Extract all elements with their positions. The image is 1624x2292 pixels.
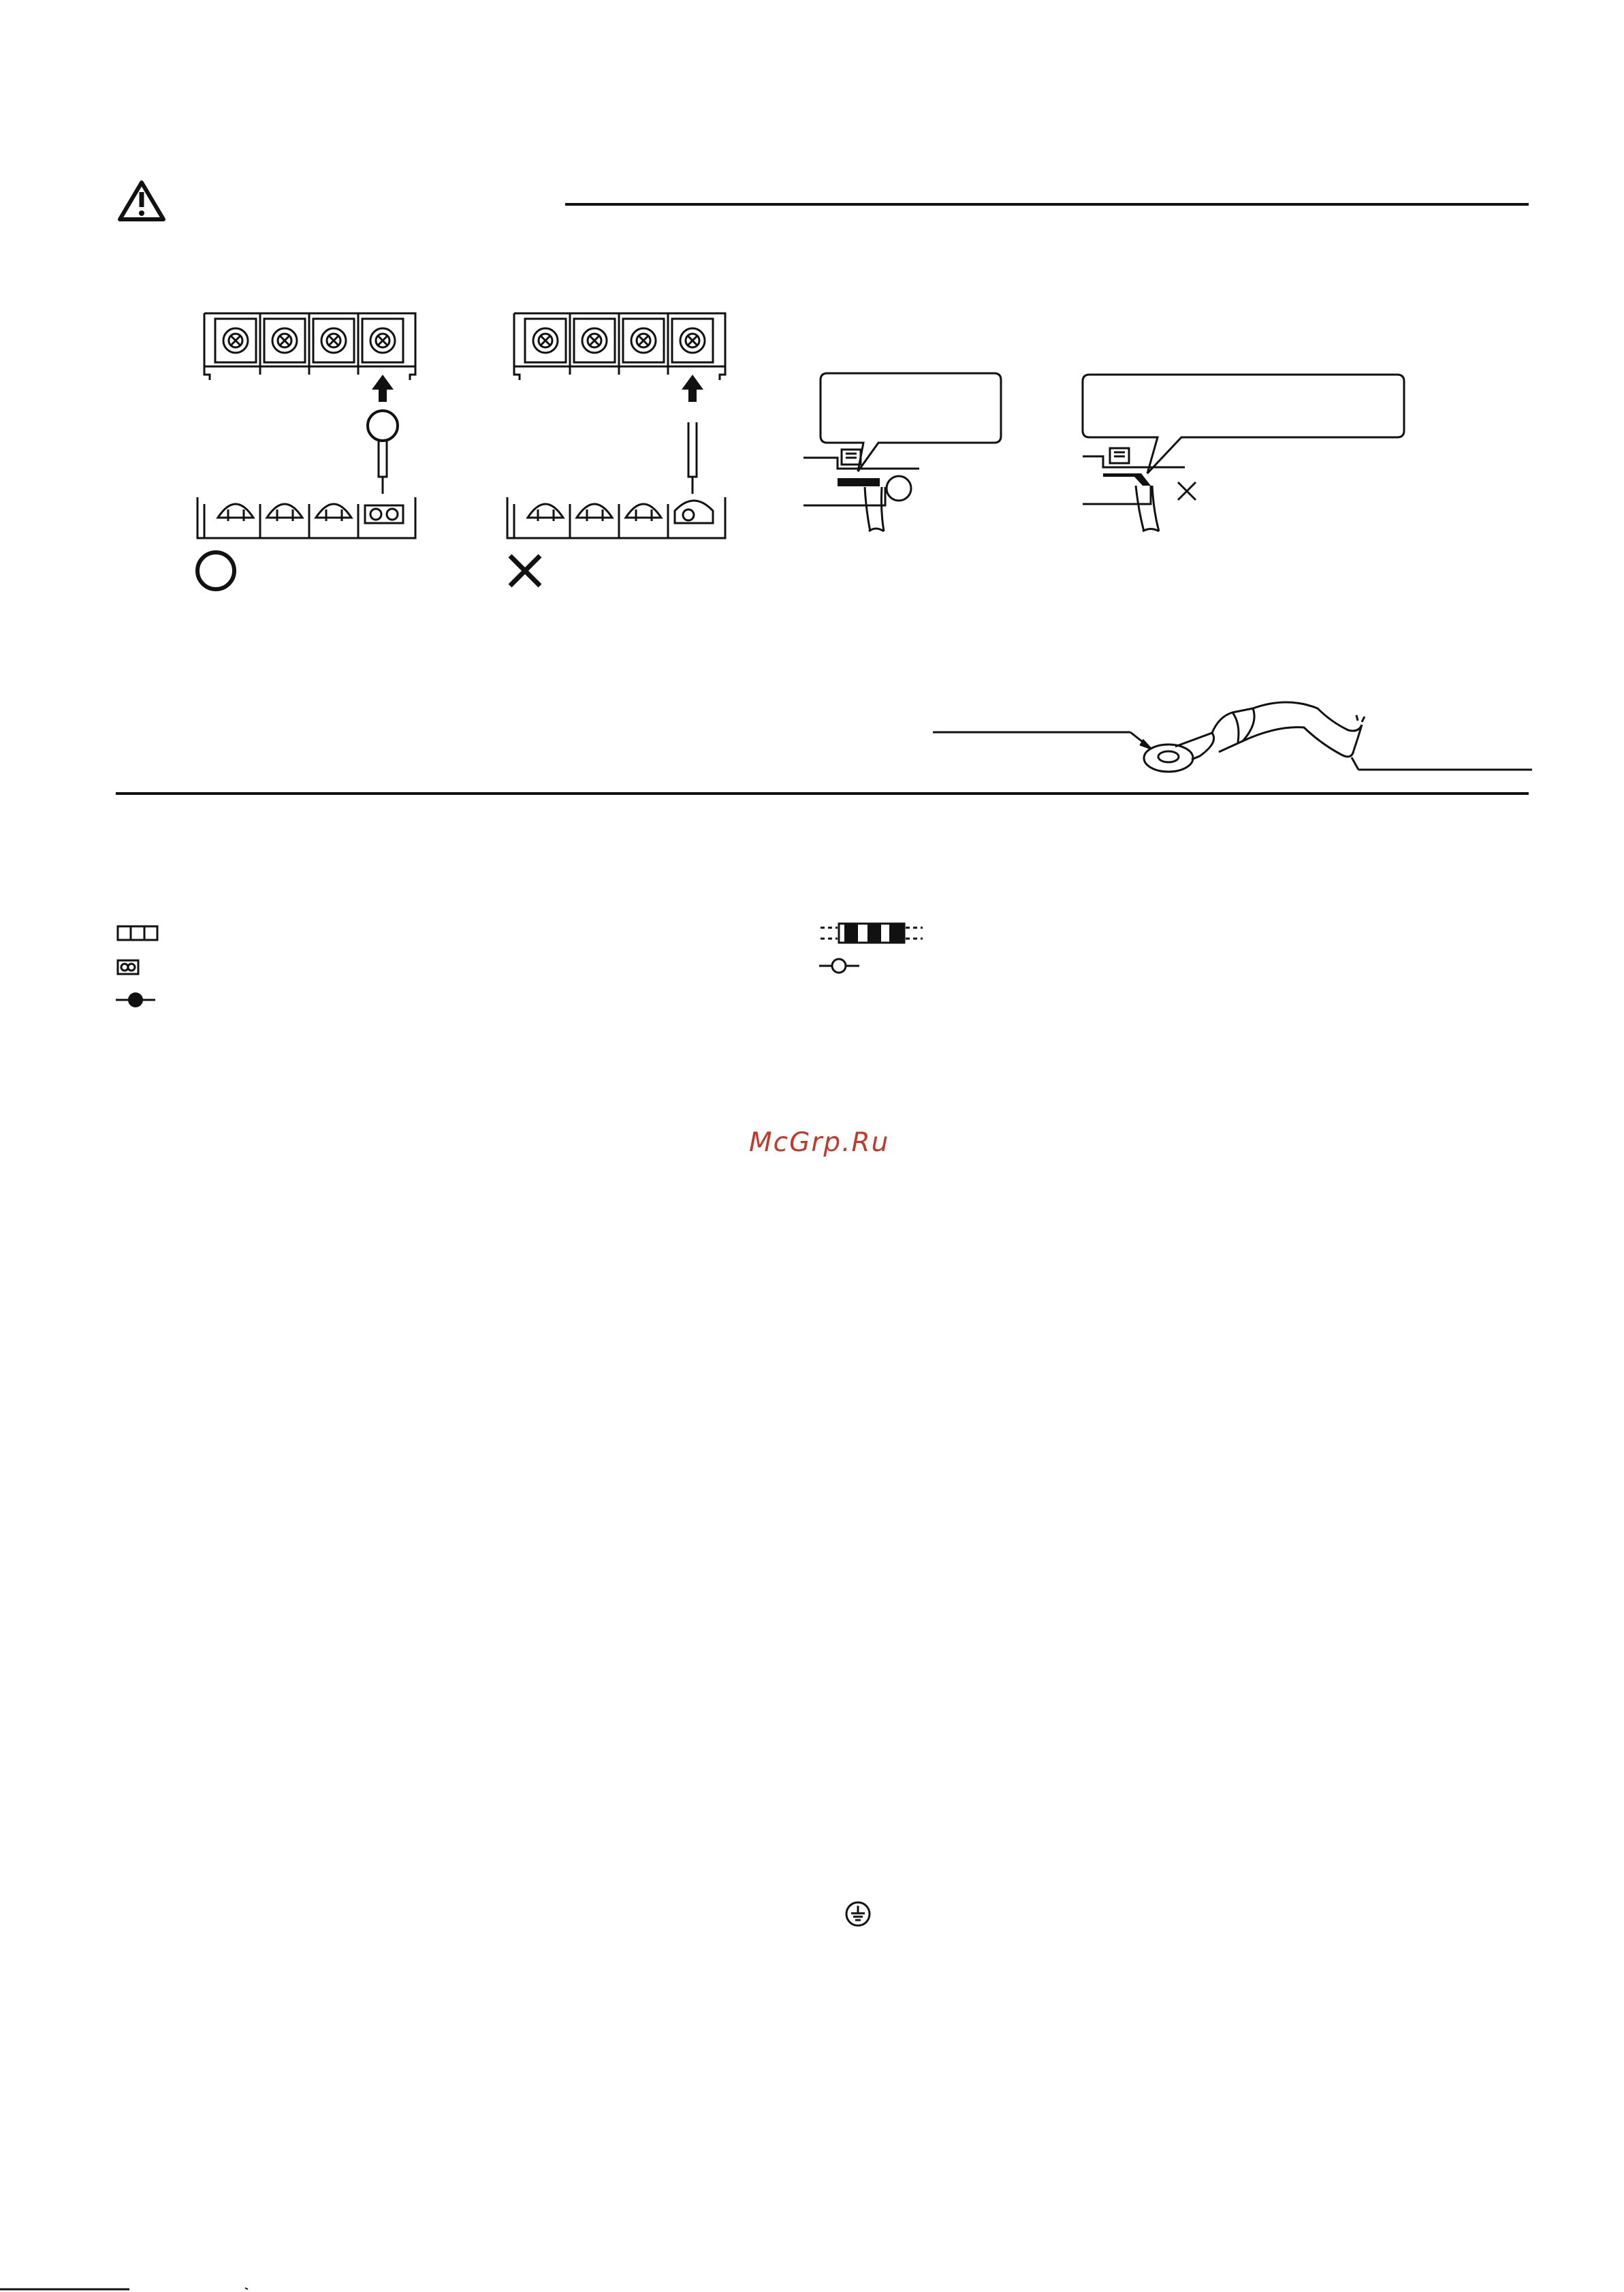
caution-header (0, 0, 1624, 232)
page-bottom-mark (0, 2285, 272, 2292)
connector-symbol (118, 960, 138, 974)
wire-clamp-incorrect-figure (1083, 371, 1423, 541)
circle-mark-icon (887, 476, 911, 501)
callout-bubble (821, 373, 1001, 471)
callout-bubble (1083, 375, 1404, 473)
terminal-block-incorrect-figure (500, 307, 739, 593)
terminal-open-symbol (819, 959, 859, 973)
terminal-block-symbol (118, 926, 157, 940)
legend-symbols (0, 913, 1624, 1022)
cross-mark-icon (510, 556, 540, 586)
wire-clamp-correct-figure (803, 368, 1028, 538)
warning-triangle-icon (120, 183, 163, 219)
cross-mark-icon (1178, 482, 1196, 500)
ring-terminal-illustration (933, 681, 1532, 790)
watermark: McGrp.Ru (749, 1127, 890, 1158)
terminal-block-correct-figure (191, 307, 429, 593)
section-divider (0, 790, 1624, 797)
circle-mark-icon (197, 552, 234, 589)
earth-ground-icon (844, 1900, 872, 1928)
